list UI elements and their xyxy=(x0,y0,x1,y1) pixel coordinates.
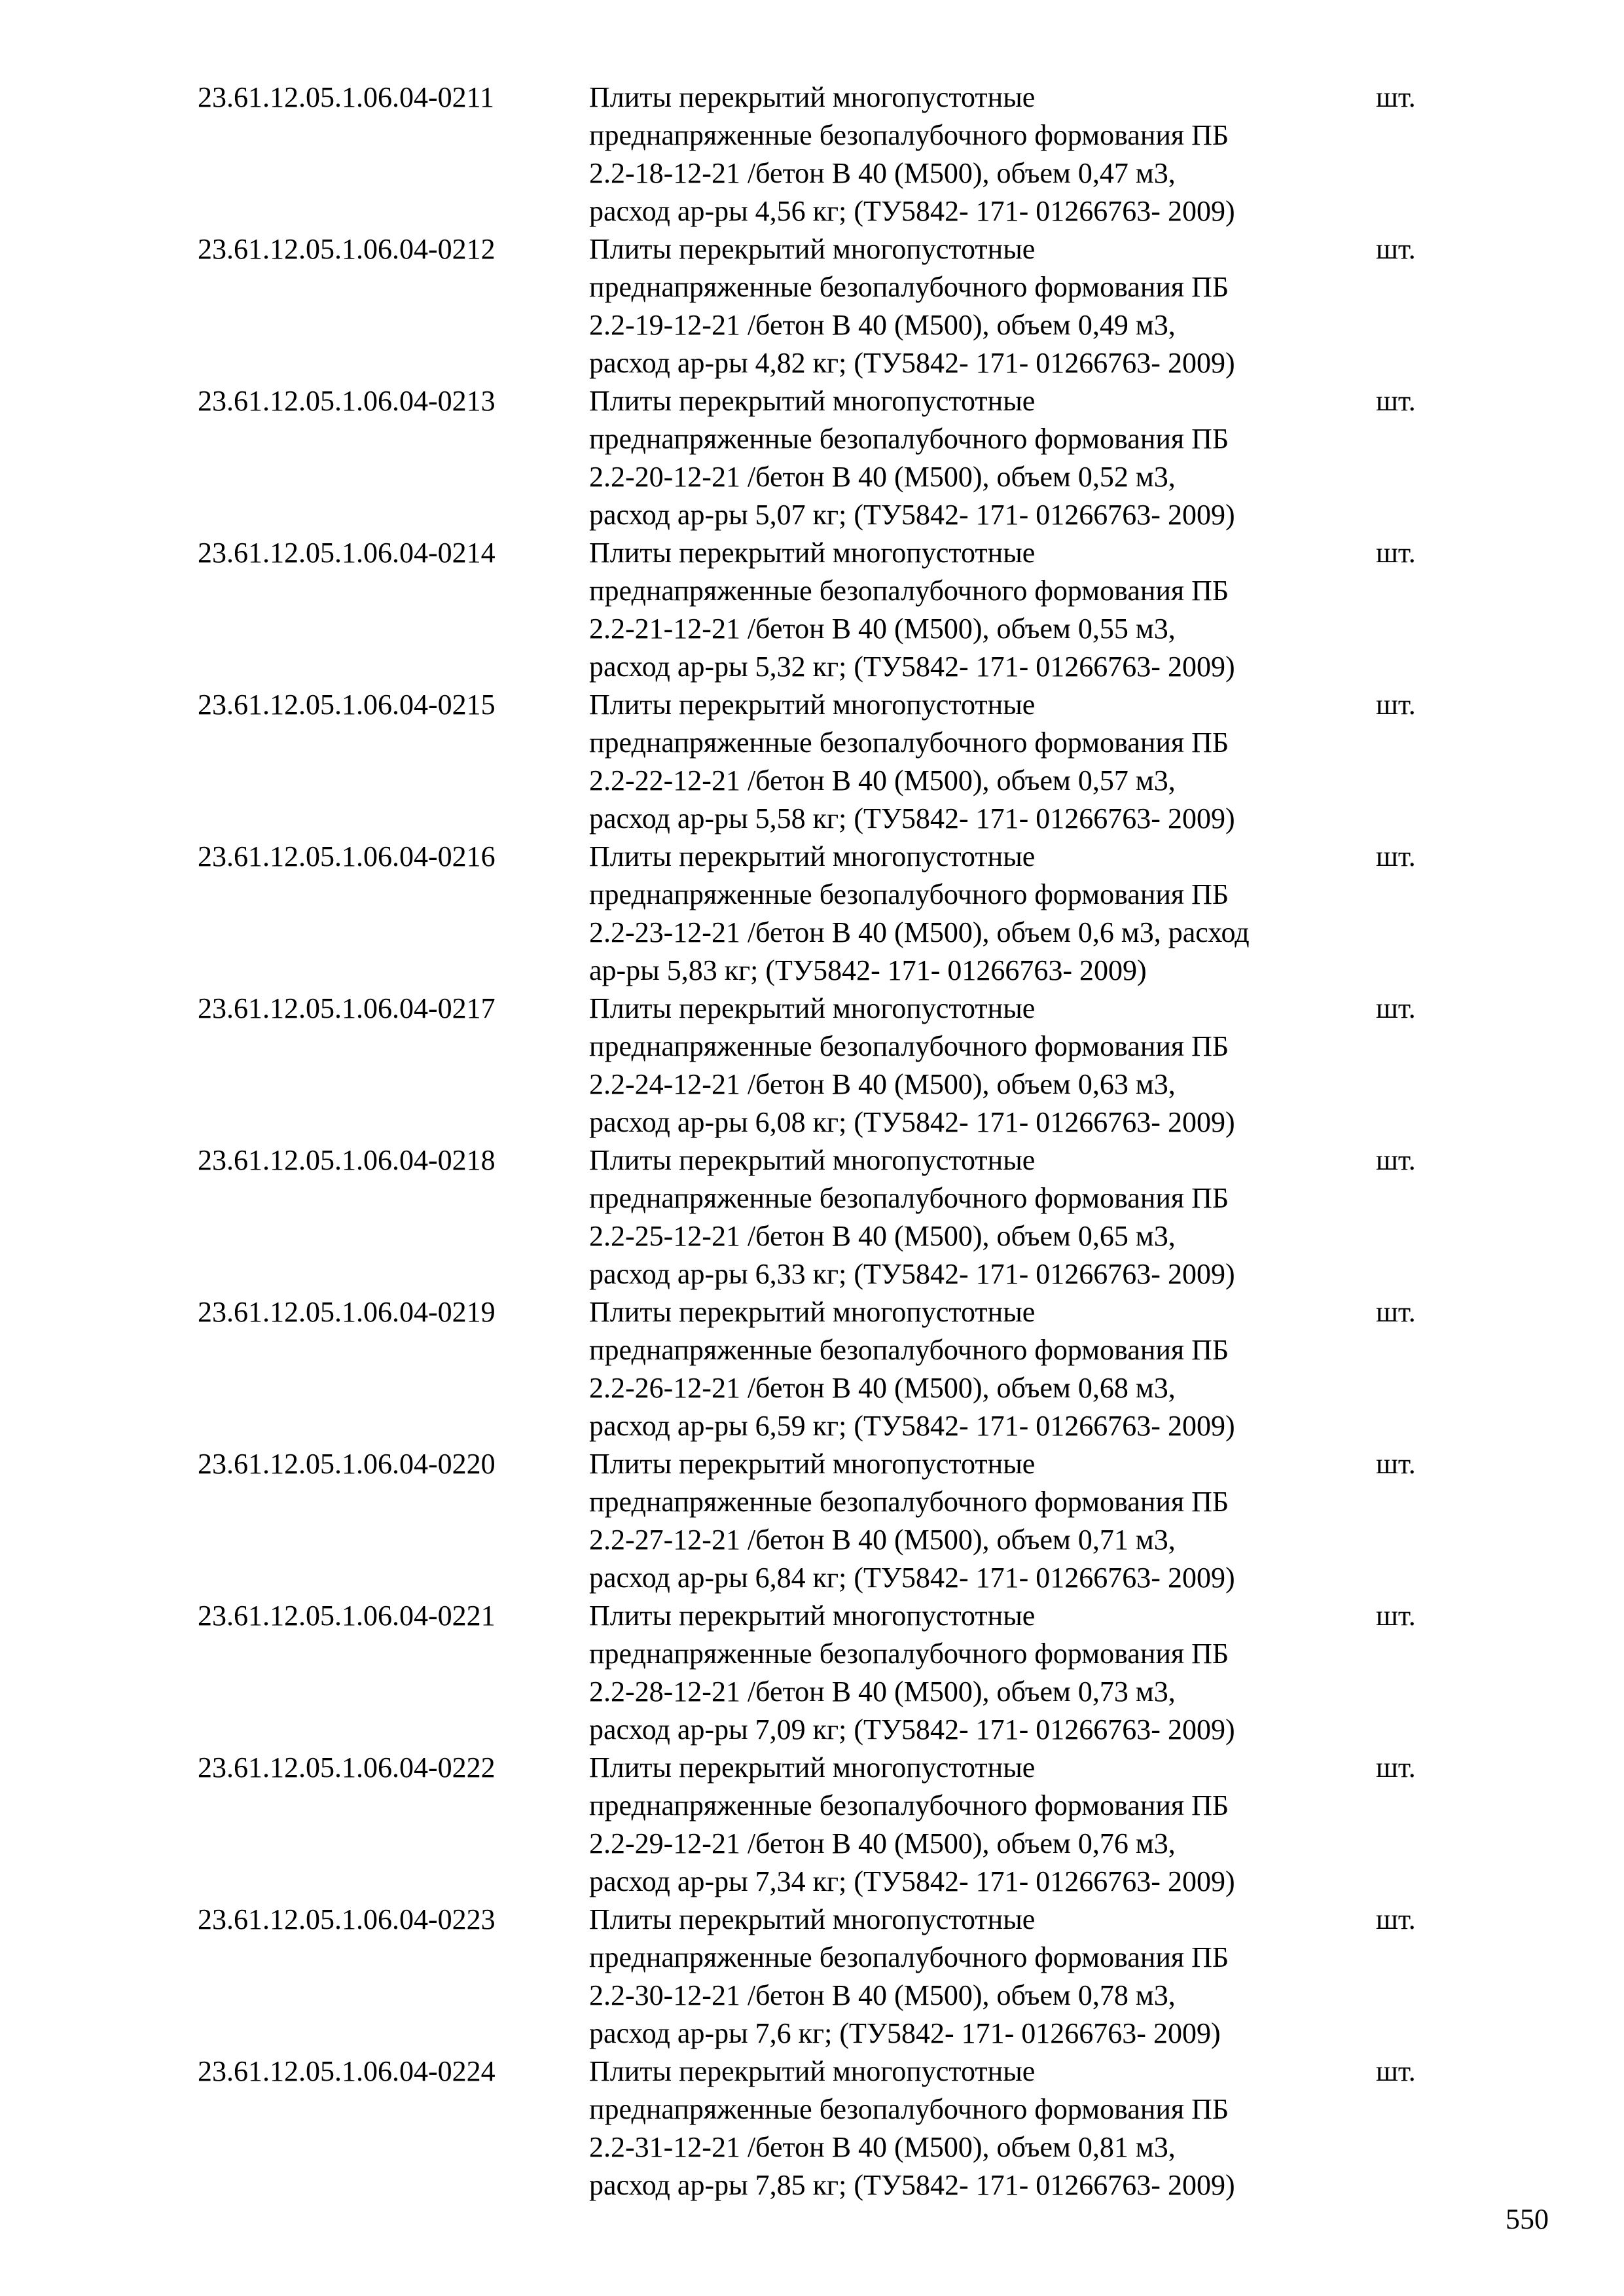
entry-description-line: преднапряженные безопалубочного формования ПБ xyxy=(589,878,1229,910)
entry-description xyxy=(589,230,1303,382)
entry-description-line: расход ар-ры 6,33 кг; (ТУ5842- 171- 01266763- 2009) xyxy=(589,1258,1235,1290)
catalog-entry xyxy=(198,686,1441,838)
entry-description xyxy=(589,2053,1303,2204)
entry-unit: шт. xyxy=(1376,689,1416,721)
entry-description-line: Плиты перекрытий многопустотные xyxy=(589,537,1036,569)
entry-description-line: Плиты перекрытий многопустотные xyxy=(589,689,1036,721)
entry-description xyxy=(589,1901,1303,2053)
entry-description-line: расход ар-ры 7,09 кг; (ТУ5842- 171- 01266763- 2009) xyxy=(589,1713,1235,1746)
entry-description-line: Плиты перекрытий многопустотные xyxy=(589,1144,1036,1176)
entry-description xyxy=(589,382,1303,534)
entry-description-line: 2.2-18-12-21 /бетон В 40 (М500), объем 0,47 м3, xyxy=(589,157,1176,189)
entry-description-line: 2.2-28-12-21 /бетон В 40 (М500), объем 0,73 м3, xyxy=(589,1676,1176,1708)
page-number: 550 xyxy=(1506,2203,1549,2235)
entry-description-line: Плиты перекрытий многопустотные xyxy=(589,2055,1036,2087)
entry-unit: шт. xyxy=(1376,1296,1416,1328)
catalog-entry xyxy=(198,990,1441,1141)
entry-unit: шт. xyxy=(1376,1448,1416,1480)
entry-description-line: расход ар-ры 5,58 кг; (ТУ5842- 171- 01266763- 2009) xyxy=(589,802,1235,834)
entry-code: 23.61.12.05.1.06.04-0213 xyxy=(198,385,496,417)
entry-code: 23.61.12.05.1.06.04-0220 xyxy=(198,1448,496,1480)
catalog-entries xyxy=(198,79,1441,2204)
entry-description-line: Плиты перекрытий многопустотные xyxy=(589,385,1036,417)
catalog-entry xyxy=(198,1293,1441,1445)
entry-unit: шт. xyxy=(1376,537,1416,569)
entry-description-line: 2.2-25-12-21 /бетон В 40 (М500), объем 0,65 м3, xyxy=(589,1220,1176,1252)
catalog-entry xyxy=(198,2053,1441,2204)
entry-description xyxy=(589,1445,1303,1597)
entry-description-line: Плиты перекрытий многопустотные xyxy=(589,1296,1036,1328)
entry-description-line: преднапряженные безопалубочного формования ПБ xyxy=(589,1638,1229,1670)
entry-description-line: 2.2-30-12-21 /бетон В 40 (М500), объем 0,78 м3, xyxy=(589,1979,1176,2011)
entry-description-line: 2.2-24-12-21 /бетон В 40 (М500), объем 0,63 м3, xyxy=(589,1068,1176,1100)
entry-description xyxy=(589,1141,1303,1293)
entry-description-line: расход ар-ры 6,08 кг; (ТУ5842- 171- 01266763- 2009) xyxy=(589,1106,1235,1138)
entry-code: 23.61.12.05.1.06.04-0217 xyxy=(198,992,496,1024)
entry-code: 23.61.12.05.1.06.04-0223 xyxy=(198,1903,496,1935)
entry-description-line: преднапряженные безопалубочного формования ПБ xyxy=(589,1334,1229,1366)
entry-description-line: расход ар-ры 4,56 кг; (ТУ5842- 171- 01266763- 2009) xyxy=(589,195,1235,227)
entry-unit: шт. xyxy=(1376,1751,1416,1784)
entry-unit: шт. xyxy=(1376,2055,1416,2087)
entry-description-line: расход ар-ры 6,59 кг; (ТУ5842- 171- 01266763- 2009) xyxy=(589,1410,1235,1442)
entry-description-line: расход ар-ры 7,6 кг; (ТУ5842- 171- 01266763- 2009) xyxy=(589,2017,1221,2049)
entry-description-line: Плиты перекрытий многопустотные xyxy=(589,1600,1036,1632)
entry-description-line: 2.2-23-12-21 /бетон В 40 (М500), объем 0,6 м3, расход xyxy=(589,916,1250,948)
catalog-entry xyxy=(198,838,1441,990)
entry-description-line: преднапряженные безопалубочного формования ПБ xyxy=(589,2093,1229,2125)
entry-description xyxy=(589,79,1303,230)
entry-unit: шт. xyxy=(1376,1144,1416,1176)
entry-description xyxy=(589,1293,1303,1445)
entry-description-line: Плиты перекрытий многопустотные xyxy=(589,81,1036,113)
entry-description-line: преднапряженные безопалубочного формования ПБ xyxy=(589,1030,1229,1062)
entry-description-line: 2.2-29-12-21 /бетон В 40 (М500), объем 0,76 м3, xyxy=(589,1827,1176,1859)
catalog-entry xyxy=(198,1901,1441,2053)
entry-description-line: 2.2-19-12-21 /бетон В 40 (М500), объем 0,49 м3, xyxy=(589,309,1176,341)
entry-description-line: расход ар-ры 7,85 кг; (ТУ5842- 171- 01266763- 2009) xyxy=(589,2169,1235,2201)
entry-unit: шт. xyxy=(1376,1600,1416,1632)
entry-description xyxy=(589,1597,1303,1749)
entry-code: 23.61.12.05.1.06.04-0222 xyxy=(198,1751,496,1784)
entry-code: 23.61.12.05.1.06.04-0214 xyxy=(198,537,496,569)
catalog-entry xyxy=(198,1141,1441,1293)
entry-code: 23.61.12.05.1.06.04-0215 xyxy=(198,689,496,721)
entry-description-line: 2.2-31-12-21 /бетон В 40 (М500), объем 0,81 м3, xyxy=(589,2131,1176,2163)
entry-description-line: Плиты перекрытий многопустотные xyxy=(589,1448,1036,1480)
entry-description xyxy=(589,686,1303,838)
entry-code: 23.61.12.05.1.06.04-0218 xyxy=(198,1144,496,1176)
entry-description xyxy=(589,990,1303,1141)
entry-unit: шт. xyxy=(1376,233,1416,265)
entry-description xyxy=(589,534,1303,686)
entry-description-line: расход ар-ры 4,82 кг; (ТУ5842- 171- 01266763- 2009) xyxy=(589,347,1235,379)
entry-description-line: 2.2-21-12-21 /бетон В 40 (М500), объем 0,55 м3, xyxy=(589,613,1176,645)
entry-description-line: 2.2-22-12-21 /бетон В 40 (М500), объем 0,57 м3, xyxy=(589,764,1176,797)
entry-unit: шт. xyxy=(1376,1903,1416,1935)
entry-description-line: преднапряженные безопалубочного формования ПБ xyxy=(589,1941,1229,1973)
entry-code: 23.61.12.05.1.06.04-0211 xyxy=(198,81,495,113)
entry-description-line: преднапряженные безопалубочного формования ПБ xyxy=(589,423,1229,455)
entry-code: 23.61.12.05.1.06.04-0224 xyxy=(198,2055,496,2087)
entry-description xyxy=(589,838,1303,990)
entry-description-line: 2.2-26-12-21 /бетон В 40 (М500), объем 0,68 м3, xyxy=(589,1372,1176,1404)
entry-description-line: расход ар-ры 5,32 кг; (ТУ5842- 171- 01266763- 2009) xyxy=(589,651,1235,683)
catalog-entry xyxy=(198,534,1441,686)
entry-description-line: преднапряженные безопалубочного формования ПБ xyxy=(589,726,1229,759)
entry-description-line: преднапряженные безопалубочного формования ПБ xyxy=(589,119,1229,151)
entry-description-line: Плиты перекрытий многопустотные xyxy=(589,1751,1036,1784)
entry-unit: шт. xyxy=(1376,81,1416,113)
entry-description-line: преднапряженные безопалубочного формования ПБ xyxy=(589,1486,1229,1518)
entry-code: 23.61.12.05.1.06.04-0212 xyxy=(198,233,496,265)
entry-unit: шт. xyxy=(1376,840,1416,872)
entry-description-line: преднапряженные безопалубочного формования ПБ xyxy=(589,575,1229,607)
catalog-entry xyxy=(198,230,1441,382)
entry-description-line: преднапряженные безопалубочного формования ПБ xyxy=(589,1182,1229,1214)
entry-unit: шт. xyxy=(1376,385,1416,417)
entry-code: 23.61.12.05.1.06.04-0216 xyxy=(198,840,496,872)
entry-description-line: 2.2-20-12-21 /бетон В 40 (М500), объем 0,52 м3, xyxy=(589,461,1176,493)
entry-description-line: Плиты перекрытий многопустотные xyxy=(589,840,1036,872)
catalog-entry xyxy=(198,79,1441,230)
entry-description-line: ар-ры 5,83 кг; (ТУ5842- 171- 01266763- 2009) xyxy=(589,954,1147,986)
catalog-entry xyxy=(198,1749,1441,1901)
entry-description-line: Плиты перекрытий многопустотные xyxy=(589,233,1036,265)
entry-description-line: расход ар-ры 7,34 кг; (ТУ5842- 171- 01266763- 2009) xyxy=(589,1865,1235,1897)
entry-description-line: преднапряженные безопалубочного формования ПБ xyxy=(589,271,1229,303)
entry-description-line: преднапряженные безопалубочного формования ПБ xyxy=(589,1789,1229,1821)
catalog-entry xyxy=(198,1445,1441,1597)
entry-description-line: 2.2-27-12-21 /бетон В 40 (М500), объем 0,71 м3, xyxy=(589,1524,1176,1556)
entry-description-line: Плиты перекрытий многопустотные xyxy=(589,992,1036,1024)
entry-code: 23.61.12.05.1.06.04-0219 xyxy=(198,1296,496,1328)
catalog-entry xyxy=(198,382,1441,534)
entry-code: 23.61.12.05.1.06.04-0221 xyxy=(198,1600,496,1632)
entry-description-line: расход ар-ры 6,84 кг; (ТУ5842- 171- 01266763- 2009) xyxy=(589,1562,1235,1594)
entry-description-line: Плиты перекрытий многопустотные xyxy=(589,1903,1036,1935)
entry-description-line: расход ар-ры 5,07 кг; (ТУ5842- 171- 01266763- 2009) xyxy=(589,499,1235,531)
entry-description xyxy=(589,1749,1303,1901)
entry-unit: шт. xyxy=(1376,992,1416,1024)
catalog-entry xyxy=(198,1597,1441,1749)
